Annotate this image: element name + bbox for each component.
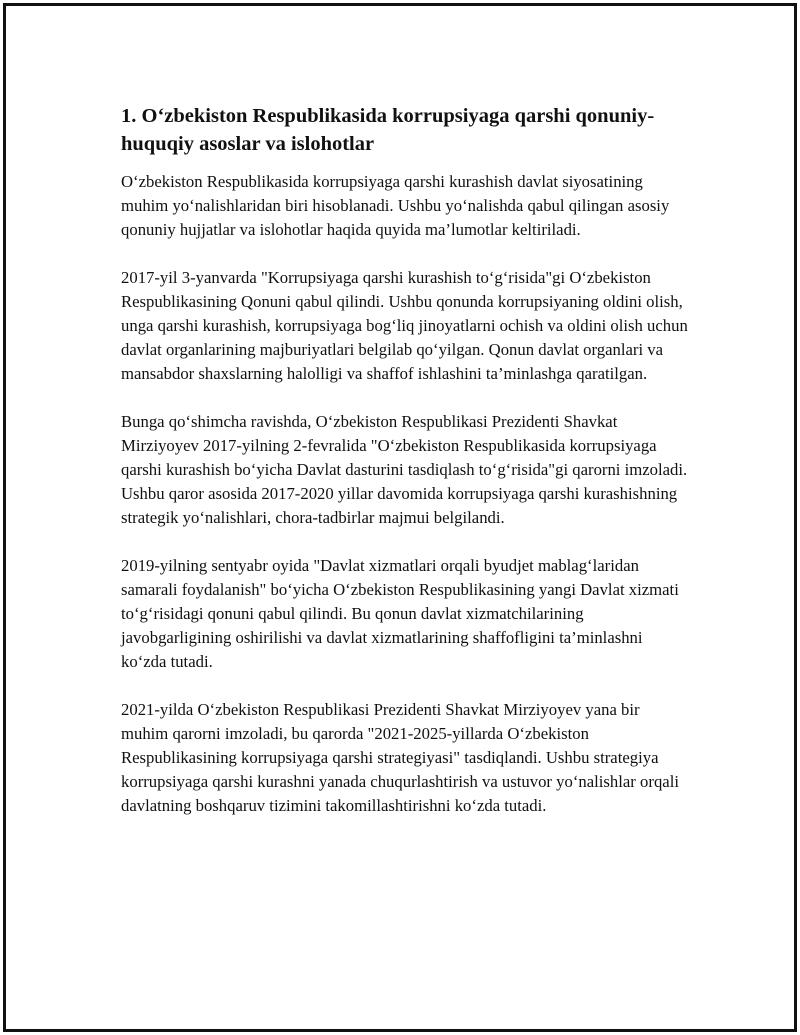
paragraph-strategy-2021: 2021-yilda O‘zbekiston Respublikasi Prezidenti Shavkat Mirziyoyev yana bir muhim qarorni imzoladi, bu qarorda "2021-2025-yillarda O‘zbekiston Respublikasining korrupsiyaga qarshi strategiyasi" tasdiqlandi. Ushbu strategiya korrupsiyaga qarshi kurashni yanada chuqurlashtirish va ustuvor yo‘nalishlar orqali davlatning boshqaruv tizimini takomillashtirishni ko‘zda tutadi.: [121, 699, 679, 816]
paragraph-state-program: Bunga qo‘shimcha ravishda, O‘zbekiston Respublikasi Prezidenti Shavkat Mirziyoyev 2017-yilning 2-fevralida "O‘zbekiston Respublikasida korrupsiyaga qarshi kurashish bo‘yicha Davlat dasturini tasdiqlash to‘g‘risida"gi qarorni imzoladi. Ushbu qaror asosida 2017-2020 yillar davomida korrupsiyaga qarshi kurashishning strategik yo‘nalishlari, chora-tadbirlar majmui belgilandi.: [121, 411, 688, 528]
paragraph-intro: O‘zbekiston Respublikasida korrupsiyaga qarshi kurashish davlat siyosatining muhim yo‘nalishlaridan biri hisoblanadi. Ushbu yo‘nalishda qabul qilingan asosiy qonuniy hujjatlar va islohotlar haqida quyida ma’lumotlar keltiriladi.: [121, 172, 670, 240]
section-title: 1. O‘zbekiston Respublikasida korrupsiyaga qarshi qonuniy-huquqiy asoslar va islohotlar: [121, 105, 655, 155]
document-body: [121, 102, 691, 842]
paragraph-law-2017: 2017-yil 3-yanvarda "Korrupsiyaga qarshi kurashish to‘g‘risida"gi O‘zbekiston Respublikasining Qonuni qabul qilindi. Ushbu qonunda korrupsiyaning oldini olish, unga qarshi kurashish, korrupsiyaga bog‘liq jinoyatlarni ochish va oldini olish uchun davlat organlarining majburiyatlari belgilab qo‘yilgan. Qonun davlat organlari va mansabdor shaxslarning halolligi va shaffof ishlashini ta’minlashga qaratilgan.: [121, 267, 688, 384]
paragraph-civil-service-law: 2019-yilning sentyabr oyida "Davlat xizmatlari orqali byudjet mablag‘laridan samarali foydalanish" bo‘yicha O‘zbekiston Respublikasining yangi Davlat xizmati to‘g‘risidagi qonuni qabul qilindi. Bu qonun davlat xizmatchilarining javobgarligining oshirilishi va davlat xizmatlarining shaffofligini ta’minlashni ko‘zda tutadi.: [121, 555, 679, 672]
page-border: [3, 3, 797, 1032]
